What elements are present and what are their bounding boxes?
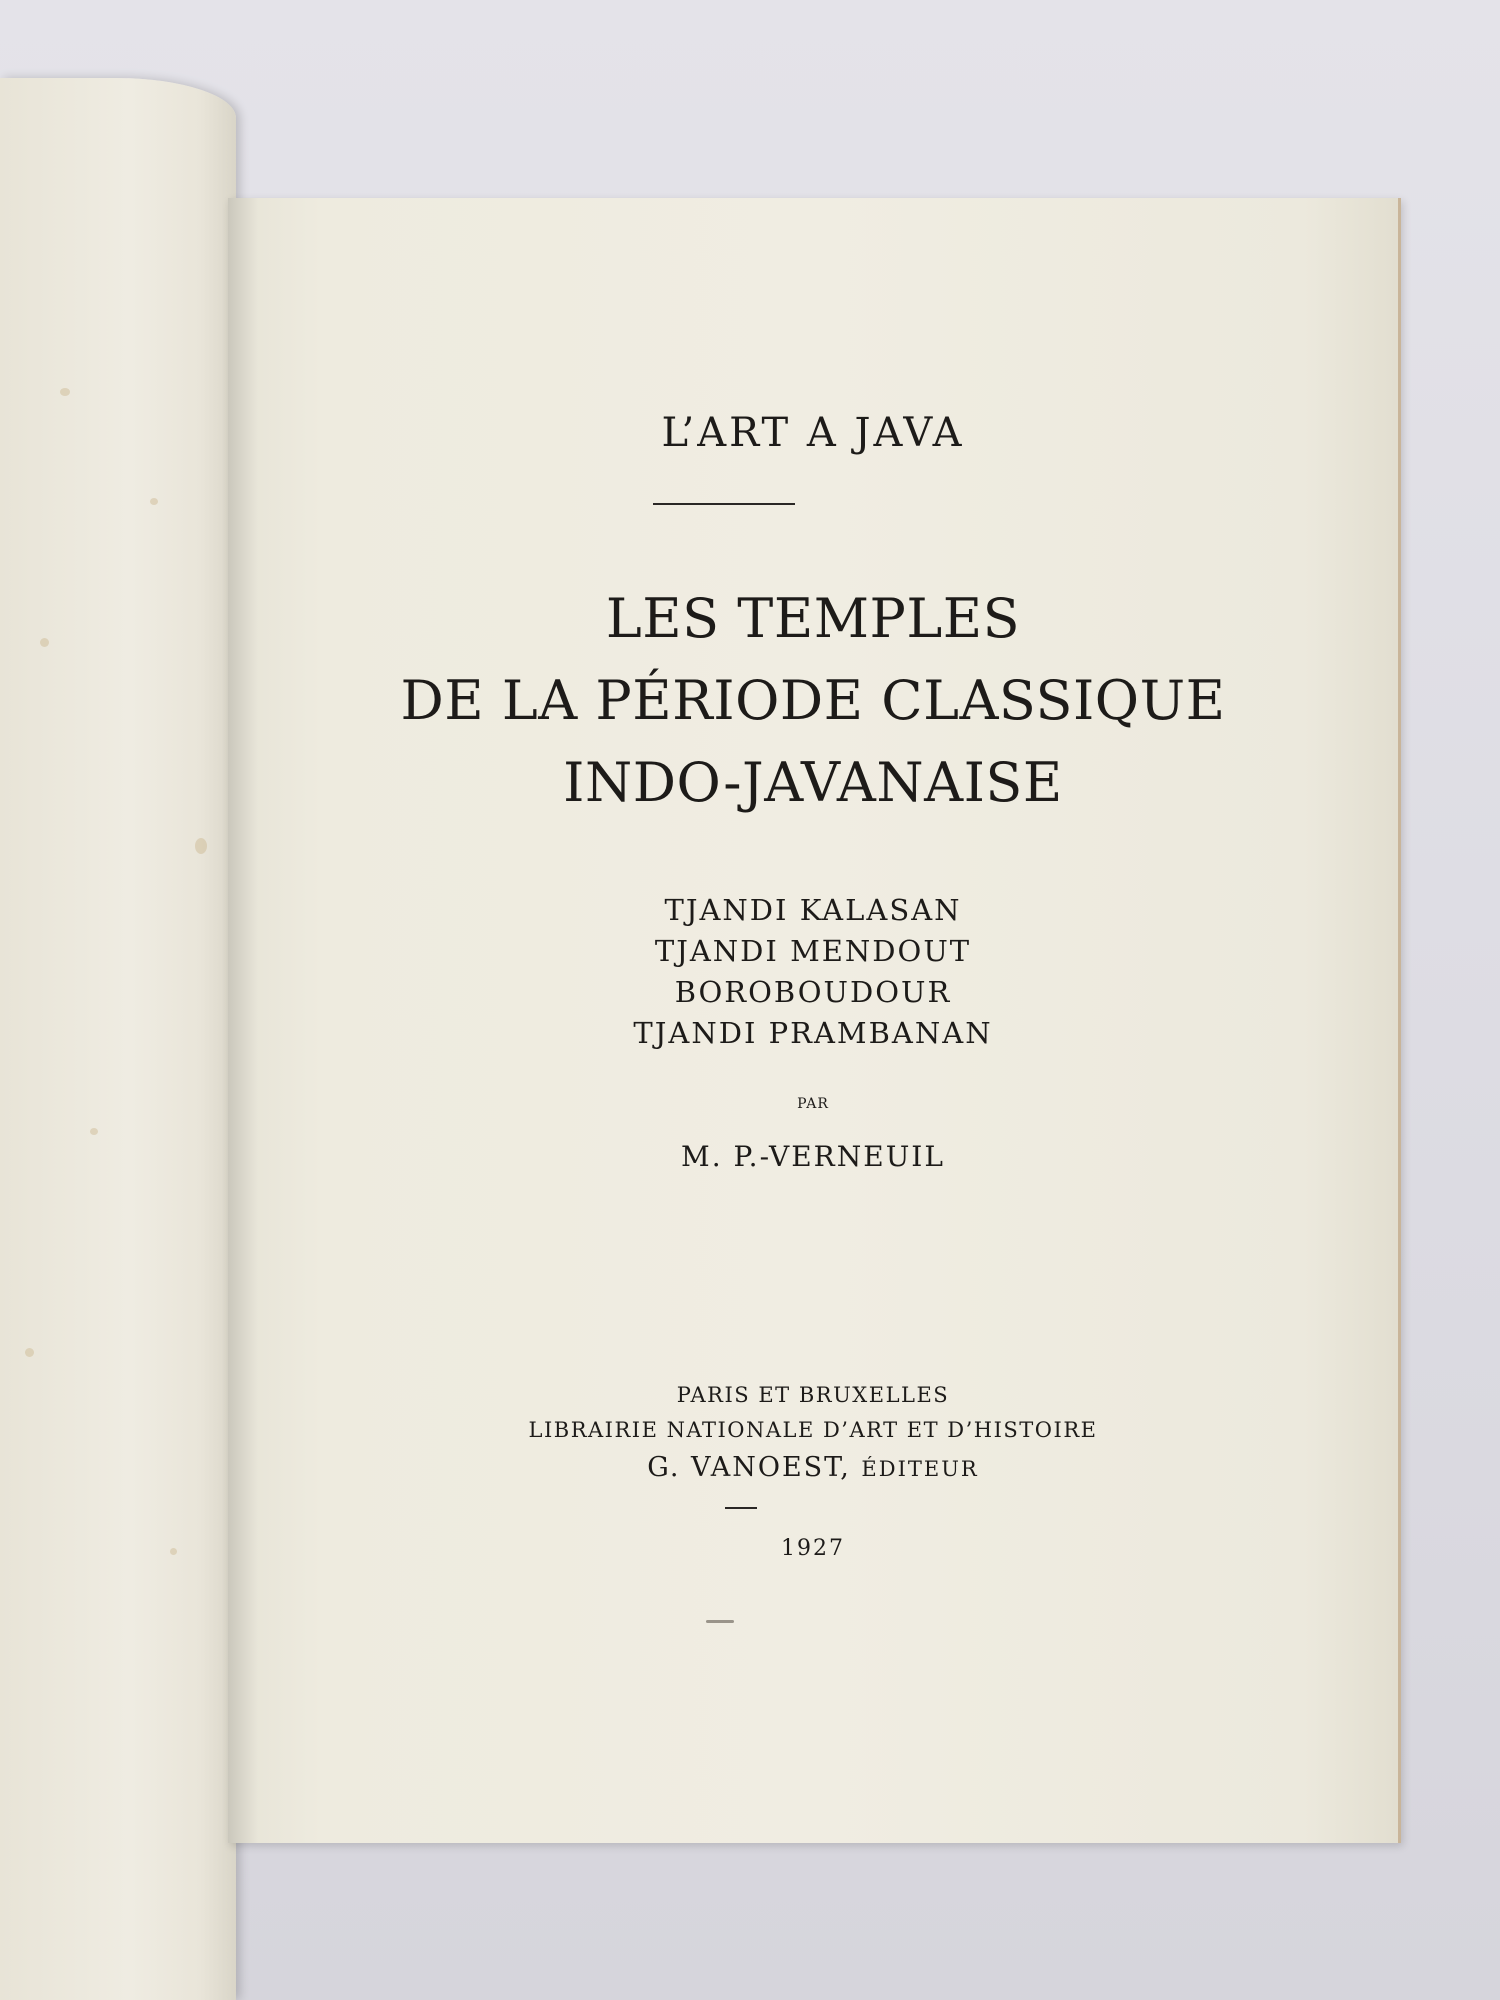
page-mark [706, 1620, 734, 1623]
publisher-city: PARIS ET BRUXELLES [676, 1383, 950, 1407]
foxing-spot [150, 498, 158, 505]
temple-name: TJANDI KALASAN [664, 893, 962, 927]
author-name: M. P.-VERNEUIL [681, 1140, 945, 1173]
foxing-spot [40, 638, 49, 647]
main-title [228, 578, 1398, 824]
title-divider-rule [653, 503, 795, 505]
main-title-line: INDO-JAVANAISE [563, 751, 1063, 814]
editor-role: ÉDITEUR [861, 1457, 979, 1481]
year-divider-rule [725, 1507, 757, 1509]
left-facing-page [0, 78, 236, 2000]
publisher-block [228, 1378, 1398, 1489]
foxing-spot [90, 1128, 98, 1135]
main-title-line: DE LA PÉRIODE CLASSIQUE [400, 669, 1226, 732]
publisher-library: LIBRAIRIE NATIONALE D’ART ET D’HISTOIRE [528, 1418, 1098, 1442]
foxing-spot [25, 1348, 34, 1357]
foxing-spot [170, 1548, 177, 1555]
main-title-line: LES TEMPLES [605, 587, 1021, 650]
title-page [228, 198, 1401, 1843]
publisher-editor [228, 1448, 1398, 1489]
by-label: PAR [797, 1096, 829, 1112]
series-title: L’ART A JAVA [661, 410, 965, 456]
foxing-spot [60, 388, 70, 396]
editor-name: G. VANOEST, [647, 1452, 851, 1483]
temple-name: TJANDI MENDOUT [654, 934, 972, 968]
foxing-spot [195, 838, 207, 854]
temple-name: BOROBOUDOUR [674, 975, 952, 1009]
temple-list [228, 890, 1398, 1054]
publication-year: 1927 [781, 1536, 845, 1561]
temple-name: TJANDI PRAMBANAN [633, 1016, 993, 1050]
